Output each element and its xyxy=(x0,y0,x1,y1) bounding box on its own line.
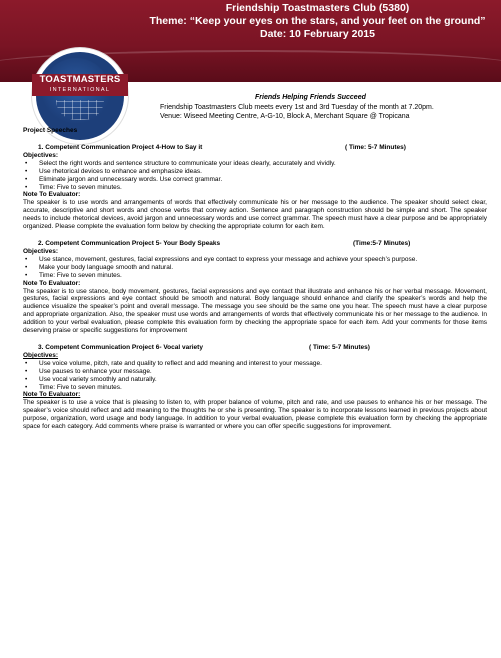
objectives-list xyxy=(23,256,487,280)
meeting-venue: Venue: Wiseed Meeting Centre, A-G-10, Block A, Merchant Square @ Tropicana xyxy=(160,113,410,120)
objectives-heading: Objectives: xyxy=(23,351,59,359)
objective-item: • Use rhetorical devices to enhance and emphasize ideas. xyxy=(23,168,487,176)
header-text xyxy=(140,2,495,41)
project-name: 2. Competent Communication Project 5- Your Body Speaks xyxy=(38,239,221,247)
club-name: Friendship Toastmasters Club (5380) xyxy=(225,2,410,14)
objective-item: • Use pauses to enhance your message. xyxy=(23,368,487,376)
project-name: 1. Competent Communication Project 4-How to Say it xyxy=(38,143,203,151)
document-body xyxy=(23,127,487,431)
note-heading: Note To Evaluator: xyxy=(23,391,81,399)
club-tagline: Friends Helping Friends Succeed xyxy=(255,94,366,101)
objectives-heading: Objectives: xyxy=(23,151,59,159)
meeting-theme: Theme: “Keep your eyes on the stars, and your feet on the ground” xyxy=(149,15,486,27)
objective-item: • Use voice volume, pitch, rate and quality to reflect and add meaning and interest to your message. xyxy=(23,360,487,368)
logo-band xyxy=(32,74,128,96)
project-title xyxy=(23,144,487,152)
objectives-heading: Objectives: xyxy=(23,247,59,255)
project-name: 3. Competent Communication Project 6- Vocal variety xyxy=(38,343,203,351)
evaluator-note: The speaker is to use words and arrangements of words that effectively communicate his or her message to the audience. The speaker should select clear, accurate, descriptive and short words and choose verbs that convey action. Sentence and paragraph construction should be simple and short. The speaker needs to include rhetorical devices, avoid jargon and unnecessary words and use correct grammar. The speech must have a clear purpose and be appropriately organized. Please complete the evaluation form below by checking the appropriate column for each item. xyxy=(23,199,487,231)
evaluator-note: The speaker is to use a voice that is pleasing to listen to, with proper balance of volume, pitch and rate, and use pauses to enhance his or her message. The speaker’s voice should reflect and add meaning to the thoughts he or she is presenting. The speaker is to incorporate lessons learned in previous projects about purpose, organization, word usage and body language. In addition to your verbal evaluation, please complete this evaluation form by checking the appropriate space for each category. Add comments where praise is warranted or where you can offer specific suggestions for improvement. xyxy=(23,399,487,431)
note-heading: Note To Evaluator: xyxy=(23,191,81,199)
objective-item: • Use vocal variety smoothly and naturally. xyxy=(23,376,487,384)
objective-item: • Time: Five to seven minutes. xyxy=(23,184,487,192)
evaluator-note: The speaker is to use stance, body movement, gestures, facial expressions and eye contact that illustrate and enhance his or her verbal message. Movement, gestures, facial expressions and eye contact should be smooth and natural. Body language should enhance and clarify the speaker’s words and help the audience visualize the speaker’s point and overall message. The message you see should be the same one you hear. The speech must have a clear purpose and appropriate organization. Also, the speaker must use words and arrangements of words that effectively communicate his or her message to the audience. In addition to your verbal evaluation, please complete this evaluation form by checking the appropriate space for each item. Add your comments for those items deserving praise or specific suggestions for improvement xyxy=(23,287,487,335)
objectives-list xyxy=(23,160,487,192)
objective-item: • Time: Five to seven minutes. xyxy=(23,384,487,392)
logo-title: TOASTMASTERS xyxy=(39,74,121,85)
project-time: ( Time: 5-7 Minutes) xyxy=(309,343,370,351)
note-heading: Note To Evaluator: xyxy=(23,279,81,287)
meeting-schedule: Friendship Toastmasters Club meets every 1st and 3rd Tuesday of the month at 7.20pm. xyxy=(160,104,434,111)
meeting-date: Date: 10 February 2015 xyxy=(260,28,375,40)
project-time: (Time:5-7 Minutes) xyxy=(353,239,411,247)
objective-item: • Make your body language smooth and natural. xyxy=(23,264,487,272)
project-title xyxy=(23,344,487,352)
objective-item: • Time: Five to seven minutes. xyxy=(23,272,487,280)
logo-subtitle: INTERNATIONAL xyxy=(32,86,128,94)
objectives-list xyxy=(23,360,487,392)
section-title: Project Speeches xyxy=(23,127,78,134)
project-title xyxy=(23,240,487,248)
project-time: ( Time: 5-7 Minutes) xyxy=(345,143,406,151)
objective-item: • Eliminate jargon and unnecessary words. Use correct grammar. xyxy=(23,176,487,184)
objective-item: • Use stance, movement, gestures, facial expressions and eye contact to express your message and achieve your speech’s purpose. xyxy=(23,256,487,264)
objective-item: • Select the right words and sentence structure to communicate your ideas clearly, accurately and vividly. xyxy=(23,160,487,168)
